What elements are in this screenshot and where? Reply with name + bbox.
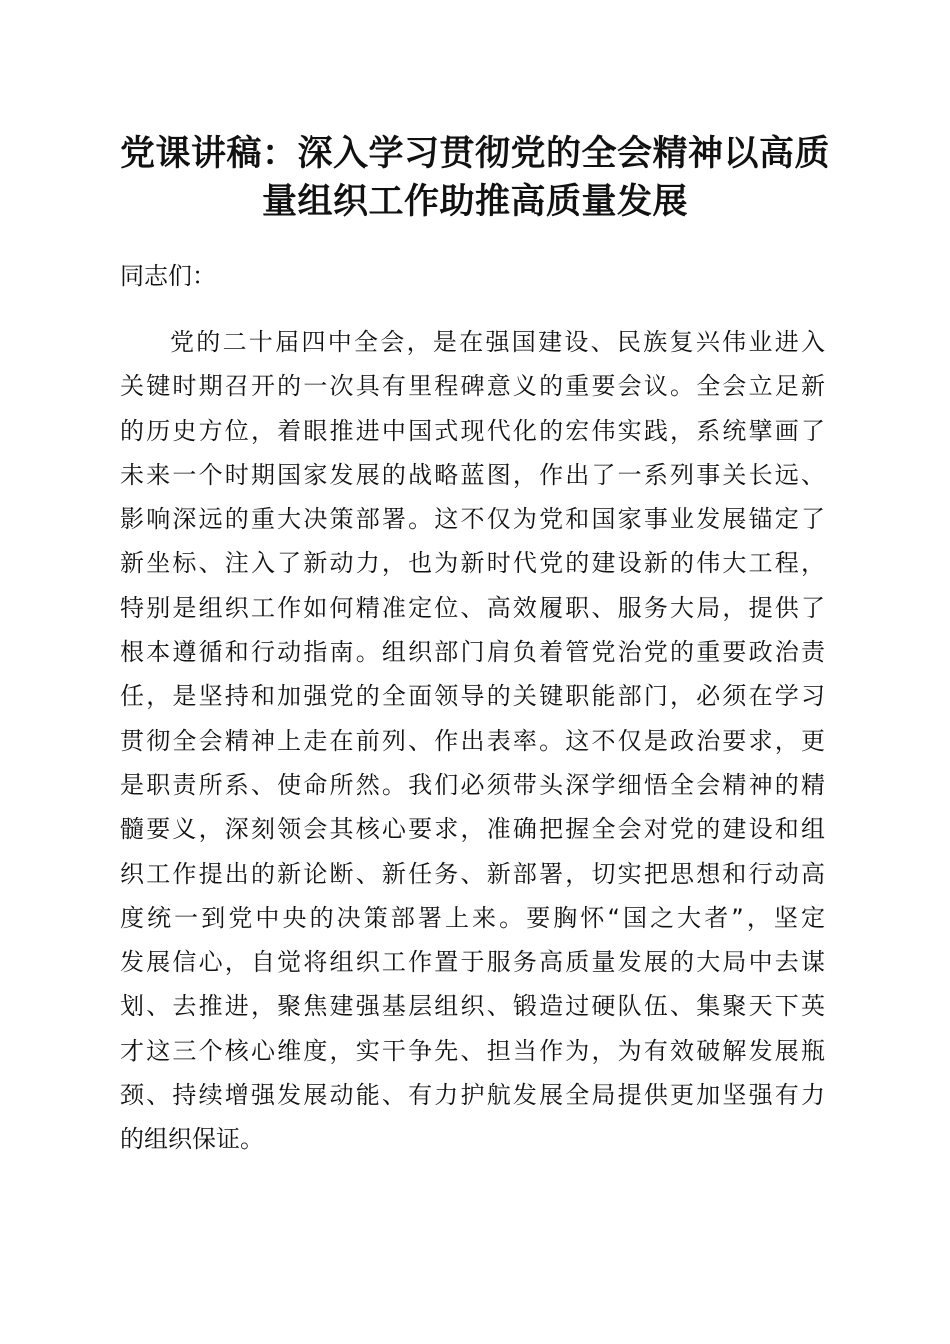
paragraph-line: 的历史方位，着眼推进中国式现代化的宏伟实践，系统擘画了	[120, 416, 825, 445]
title-line: 党课讲稿：深入学习贯彻党的全会精神以高质	[119, 133, 830, 174]
body-paragraph	[120, 320, 825, 1162]
paragraph-line: 根本遵循和行动指南。组织部门肩负着管党治党的重要政治责	[120, 638, 825, 667]
paragraph-line: 颈、持续增强发展动能、有力护航发展全局提供更加坚强有力	[120, 1081, 825, 1110]
paragraph-line: 髓要义，深刻领会其核心要求，准确把握全会对党的建设和组	[120, 815, 825, 844]
salutation: 同志们：	[120, 262, 216, 290]
paragraph-line: 的组织保证。	[120, 1125, 264, 1154]
paragraph-line: 才这三个核心维度，实干争先、担当作为，为有效破解发展瓶	[120, 1036, 825, 1065]
paragraph-line: 特别是组织工作如何精准定位、高效履职、服务大局，提供了	[120, 593, 825, 622]
paragraph-line: 党的二十届四中全会，是在强国建设、民族复兴伟业进入	[170, 328, 825, 356]
paragraph-line: 影响深远的重大决策部署。这不仅为党和国家事业发展锚定了	[120, 505, 825, 534]
paragraph-line: 贯彻全会精神上走在前列、作出表率。这不仅是政治要求，更	[120, 726, 825, 755]
paragraph-line: 划、去推进，聚焦建强基层组织、锻造过硬队伍、集聚天下英	[120, 992, 825, 1021]
title-line: 量组织工作助推高质量发展	[261, 181, 688, 222]
paragraph-line: 关键时期召开的一次具有里程碑意义的重要会议。全会立足新	[120, 372, 825, 401]
paragraph-line: 任，是坚持和加强党的全面领导的关键职能部门，必须在学习	[120, 682, 825, 711]
paragraph-line: 是职责所系、使命所然。我们必须带头深学细悟全会精神的精	[120, 770, 825, 799]
paragraph-line: 发展信心，自觉将组织工作置于服务高质量发展的大局中去谋	[120, 948, 825, 977]
paragraph-line: 织工作提出的新论断、新任务、新部署，切实把思想和行动高	[120, 859, 825, 888]
paragraph-line: 未来一个时期国家发展的战略蓝图，作出了一系列事关长远、	[120, 460, 825, 489]
paragraph-line: 度统一到党中央的决策部署上来。要胸怀“国之大者”，坚定	[120, 903, 825, 932]
paragraph-line: 新坐标、注入了新动力，也为新时代党的建设新的伟大工程，	[120, 549, 825, 578]
document-title	[110, 130, 840, 226]
